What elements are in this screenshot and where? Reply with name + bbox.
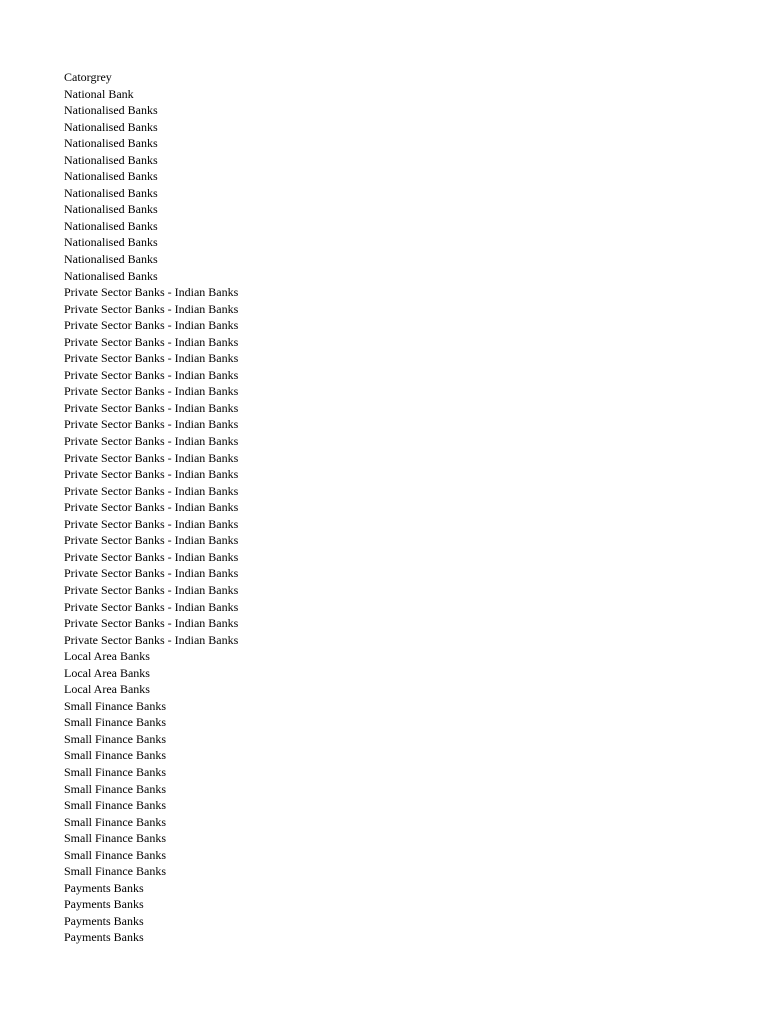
category-row: Nationalised Banks: [64, 202, 158, 217]
category-row: Small Finance Banks: [64, 798, 166, 813]
category-row: Private Sector Banks - Indian Banks: [64, 632, 239, 647]
category-row: Nationalised Banks: [64, 169, 158, 184]
category-row: Private Sector Banks - Indian Banks: [64, 318, 239, 333]
category-row: Small Finance Banks: [64, 731, 166, 746]
category-row: Nationalised Banks: [64, 235, 158, 250]
category-row: Nationalised Banks: [64, 136, 158, 151]
category-row: Small Finance Banks: [64, 864, 166, 879]
category-row: Small Finance Banks: [64, 781, 166, 796]
category-row: Nationalised Banks: [64, 103, 158, 118]
category-row: Nationalised Banks: [64, 119, 158, 134]
category-row: Private Sector Banks - Indian Banks: [64, 500, 239, 515]
category-row: Payments Banks: [64, 880, 144, 895]
category-row: Private Sector Banks - Indian Banks: [64, 549, 239, 564]
category-row: Small Finance Banks: [64, 764, 166, 779]
category-row: Private Sector Banks - Indian Banks: [64, 400, 239, 415]
category-row: Nationalised Banks: [64, 252, 158, 267]
category-row: Payments Banks: [64, 897, 144, 912]
category-row: Local Area Banks: [64, 665, 150, 680]
category-row: Private Sector Banks - Indian Banks: [64, 533, 239, 548]
category-row: National Bank: [64, 86, 134, 101]
category-row: Private Sector Banks - Indian Banks: [64, 516, 239, 531]
category-list: [64, 69, 238, 946]
category-row: Private Sector Banks - Indian Banks: [64, 483, 239, 498]
category-row: Small Finance Banks: [64, 698, 166, 713]
category-row: Private Sector Banks - Indian Banks: [64, 599, 239, 614]
category-row: Private Sector Banks - Indian Banks: [64, 566, 239, 581]
category-row: Private Sector Banks - Indian Banks: [64, 285, 239, 300]
category-row: Small Finance Banks: [64, 831, 166, 846]
category-row: Private Sector Banks - Indian Banks: [64, 582, 239, 597]
category-row: Small Finance Banks: [64, 847, 166, 862]
category-row: Private Sector Banks - Indian Banks: [64, 467, 239, 482]
category-row: Private Sector Banks - Indian Banks: [64, 417, 239, 432]
category-row: Private Sector Banks - Indian Banks: [64, 301, 239, 316]
category-row: Small Finance Banks: [64, 715, 166, 730]
category-row: Local Area Banks: [64, 649, 150, 664]
category-row: Private Sector Banks - Indian Banks: [64, 434, 239, 449]
category-row: Small Finance Banks: [64, 814, 166, 829]
category-row: Nationalised Banks: [64, 268, 158, 283]
category-row: Private Sector Banks - Indian Banks: [64, 351, 239, 366]
category-row: Local Area Banks: [64, 682, 150, 697]
column-header: Catorgrey: [64, 70, 112, 84]
category-row: Nationalised Banks: [64, 152, 158, 167]
category-row: Payments Banks: [64, 930, 144, 945]
category-row: Private Sector Banks - Indian Banks: [64, 450, 239, 465]
category-row: Private Sector Banks - Indian Banks: [64, 384, 239, 399]
category-row: Private Sector Banks - Indian Banks: [64, 334, 239, 349]
category-row: Nationalised Banks: [64, 218, 158, 233]
category-row: Payments Banks: [64, 913, 144, 928]
category-row: Private Sector Banks - Indian Banks: [64, 616, 239, 631]
category-row: Private Sector Banks - Indian Banks: [64, 367, 239, 382]
category-row: Small Finance Banks: [64, 748, 166, 763]
category-row: Nationalised Banks: [64, 185, 158, 200]
